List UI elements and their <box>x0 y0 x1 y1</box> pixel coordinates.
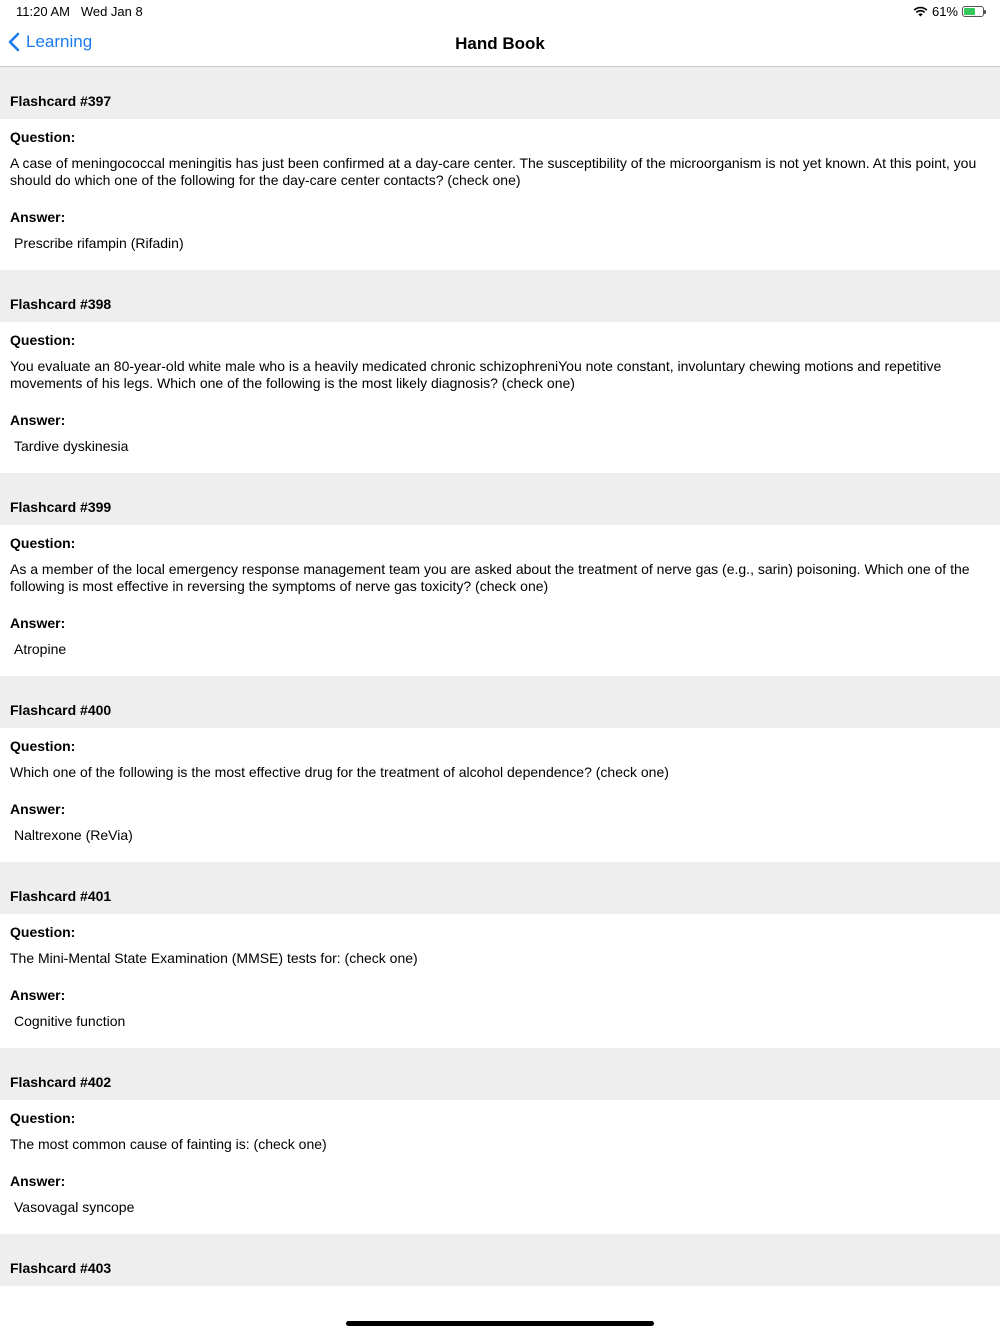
question-label: Question: <box>10 332 76 348</box>
question-label: Question: <box>10 1110 76 1126</box>
answer-text: Cognitive function <box>14 1013 126 1029</box>
home-indicator[interactable] <box>346 1321 654 1326</box>
flashcard-title: Flashcard #400 <box>0 676 1000 728</box>
answer-text: Naltrexone (ReVia) <box>14 827 133 843</box>
battery-icon <box>962 6 984 17</box>
question-label: Question: <box>10 535 76 551</box>
question-text: You evaluate an 80-year-old white male who is a heavily medicated chronic schizophreniYou note constant, involuntary chewing motions and repetitive movements of his legs. Which one of the following is the most likely diagnosis? (check one) <box>10 358 942 391</box>
question-label: Question: <box>10 738 76 754</box>
status-time: 11:20 AM Wed Jan 8 <box>16 4 143 19</box>
question-text: The most common cause of fainting is: (check one) <box>10 1136 327 1152</box>
question-text: A case of meningococcal meningitis has just been confirmed at a day-care center. The susceptibility of the microorganism is not yet known. At this point, you should do which one of the following for the day-care center contacts? (check one) <box>10 155 977 188</box>
answer-text: Prescribe rifampin (Rifadin) <box>14 235 184 251</box>
answer-label: Answer: <box>10 209 66 225</box>
flashcard <box>0 473 1000 676</box>
question-label: Question: <box>10 129 76 145</box>
battery-percent: 61% <box>931 4 958 19</box>
flashcard-list[interactable] <box>0 67 1000 1286</box>
back-button-label: Learning <box>26 32 93 51</box>
answer-text: Atropine <box>14 641 67 657</box>
question-text: Which one of the following is the most effective drug for the treatment of alcohol dependence? (check one) <box>10 764 669 780</box>
flashcard <box>0 270 1000 473</box>
page-title: Hand Book <box>455 34 545 53</box>
flashcard <box>0 67 1000 270</box>
answer-label: Answer: <box>10 615 66 631</box>
navigation-bar <box>0 24 1000 67</box>
question-label: Question: <box>10 924 76 940</box>
flashcard <box>0 1234 1000 1286</box>
flashcard-title: Flashcard #399 <box>0 473 1000 525</box>
flashcard <box>0 862 1000 1048</box>
flashcard-title: Flashcard #398 <box>0 270 1000 322</box>
answer-label: Answer: <box>10 412 66 428</box>
flashcard-title: Flashcard #401 <box>0 862 1000 914</box>
answer-text: Vasovagal syncope <box>14 1199 135 1215</box>
flashcard <box>0 676 1000 862</box>
flashcard-title: Flashcard #397 <box>0 67 1000 119</box>
question-text: The Mini-Mental State Examination (MMSE) tests for: (check one) <box>10 950 418 966</box>
wifi-icon <box>913 6 928 17</box>
flashcard-title: Flashcard #402 <box>0 1048 1000 1100</box>
answer-label: Answer: <box>10 801 66 817</box>
question-text: As a member of the local emergency response management team you are asked about the treatment of nerve gas (e.g., sarin) poisoning. Which one of the following is most effective in reversing the symptoms of nerve gas toxicity? (check one) <box>10 561 970 594</box>
answer-label: Answer: <box>10 987 66 1003</box>
answer-label: Answer: <box>10 1173 66 1189</box>
status-indicators <box>913 4 984 19</box>
status-bar <box>0 0 1000 24</box>
flashcard-title: Flashcard #403 <box>0 1234 1000 1286</box>
answer-text: Tardive dyskinesia <box>14 438 129 454</box>
flashcard <box>0 1048 1000 1234</box>
